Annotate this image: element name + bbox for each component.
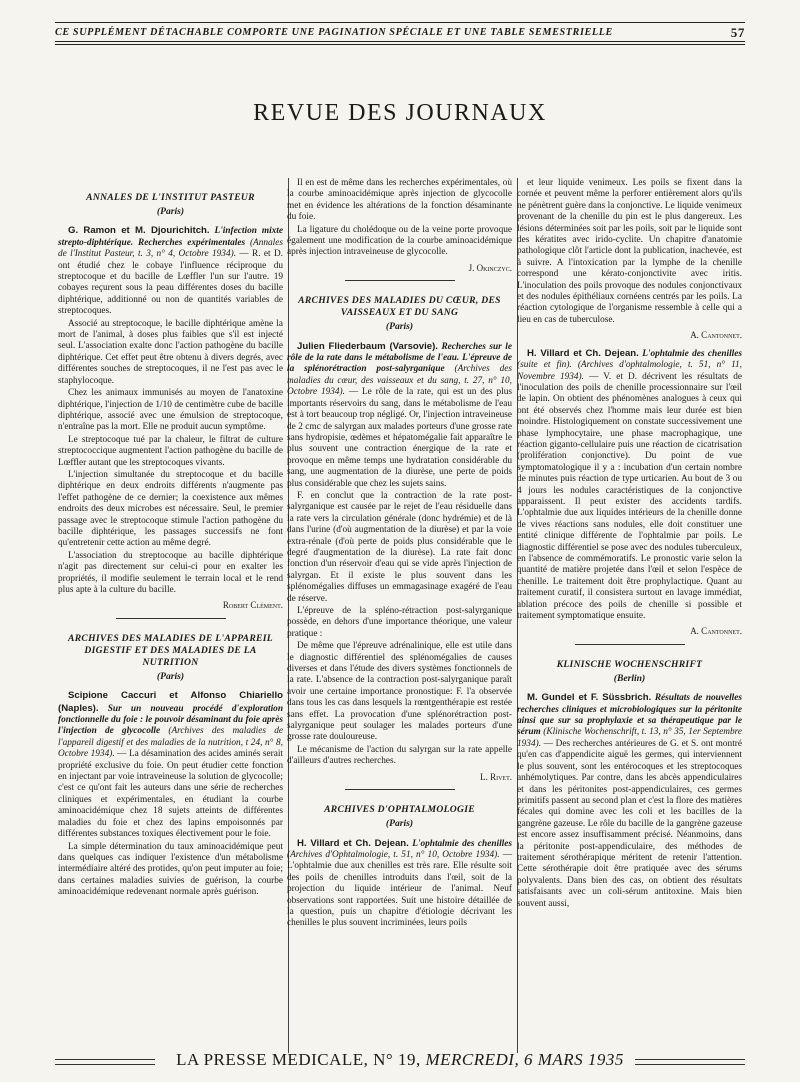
banner-text: CE SUPPLÉMENT DÉTACHABLE COMPORTE UNE PAGINATION SPÉCIALE ET UNE TABLE SEMESTRIELLE xyxy=(55,27,613,38)
article-text: — Des recherches antérieures de G. et S. ont montré qu'en cas d'appendicite aiguë les germes, qui interviennent le plus souvent, sont les entérocoques et les streptocoques anhémolytiques. Par contre, dans les abcès appendiculaires et dans les péritonites post-appendiculaires, ces germes primitifs passent au second plan et c'est la flore des matières fécales qui domine avec les coli et les bacilles de la gangrène gazeuse. Le rôle du bacille de la gangrène gazeuse est encore assez insuffisamment précisé. Néanmoins, dans la péritonite post-appendiculaire, des méthodes de traitement sérothérapique méritent de retenir l'attention. Cette sérothérapie doit être pratiquée avec des sérums polyvalents. Dans bien des cas, on obtient des résultats satisfaisants avec un coli-sérum antitoxine. Mais bien souvent aussi, xyxy=(517,738,743,909)
column-2 xyxy=(287,178,512,931)
paragraph: Le streptocoque tué par la chaleur, le filtrat de culture streptococcique augmentent l'action pathogène du bacille de Lœffler autant que les streptocoques vivants. xyxy=(58,434,283,468)
signature: A. Cantonnet. xyxy=(690,626,742,637)
article-title: L'infection mixte strepto-diphtérique. Recherches expérimentales xyxy=(58,226,284,248)
paragraph: et leur liquide venimeux. Les poils se fixent dans la cornée et peuvent même la perforer entièrement alors qu'ils ne pénètrent guère dans la conjonctive. Le liquide venimeux provenant de la chenille du pin est le plus dangereux. Les lésions déterminées soit par les poils, soit par le liquide sont des kératites avec irido-cyclite. Un chapitre d'anatomie pathologique clôt l'article dont la publication, inachevée, est à suivre. A l'intoxication par la lymphe de la chenille correspond une kérato-conjonctivite avec iritis. L'inoculation des poils provoque des nodules conjonctivaux et des nodules épithéliaux cornéens centrés par les poils. La réaction cytologique de l'organisme ressemble à celle qui a lieu en cas de tuberculose. xyxy=(517,178,742,325)
footer-date: MERCREDI, 6 MARS 1935 xyxy=(425,1050,624,1069)
article-reference: (Annales de l'Institut Pasteur, t. 3, n° 4, Octobre 1934). xyxy=(58,237,283,260)
article-title: Sur un nouveau procédé d'exploration fonctionnelle du foie : le pouvoir désaminant du foie après l'injection de glycocolle xyxy=(58,703,283,737)
section-city: (Paris) xyxy=(156,670,185,682)
column-3 xyxy=(517,178,742,911)
article-title: L'ophtalmie des chenilles xyxy=(412,838,512,849)
section-heading: ARCHIVES D'OPHTALMOLOGIE xyxy=(324,804,475,816)
divider xyxy=(345,789,455,790)
section-city: (Paris) xyxy=(156,206,185,217)
article-entry xyxy=(287,838,512,930)
section-city: (Paris) xyxy=(385,818,414,830)
page-title: REVUE DES JOURNAUX xyxy=(253,100,547,126)
article-authors: Julien Fliederbaum (Varsovie). xyxy=(297,340,438,352)
article-reference: (Archives des maladies de l'appareil digestif et des maladies de la nutrition, t 24, n° 8, Octobre 1934). xyxy=(58,726,283,760)
footer-rule-right xyxy=(635,1059,745,1065)
section-heading: ARCHIVES DES MALADIES DU CŒUR, DES VAISSEAUX ET DU SANG xyxy=(298,295,501,319)
page-number: 57 xyxy=(730,25,745,40)
article-title: L'ophtalmie des chenilles xyxy=(642,348,742,359)
article-text: — La désamination des acides aminés serait propriété exclusive du foie. On peut étudier cette fonction en injectant par voie intraveineuse la solution de glycocolle; c'est ce qu'ont fait les auteurs dans une série de recherches cliniques et expérimentales, en étudiant la courbe aminoacidémique chez 18 sujets atteints de différentes maladies du foie et chez des lapins empoisonnés par différentes substances toxiques électivement pour le foie. xyxy=(58,749,283,840)
article-reference: (suite et fin). (Archives d'ophtalmologie, t. 51, n° 11, Novembre 1934). xyxy=(517,360,742,382)
divider xyxy=(575,644,685,645)
signature: A. Cantonnet. xyxy=(690,330,742,341)
paragraph: L'association du streptocoque au bacille diphtérique n'agit pas directement sur celui-ci pour en exalter les propriétés, il modifie seulement le terrain local et le rend plus apte à la culture du bacille. xyxy=(58,550,283,595)
article-reference: (Archives d'Ophtalmologie, t. 51, n° 10, Octobre 1934). xyxy=(287,849,500,860)
article-authors: H. Villard et Ch. Dejean. xyxy=(527,347,639,359)
article-entry xyxy=(287,341,512,490)
column-1 xyxy=(58,178,283,900)
paragraph: L'épreuve de la spléno-rétraction post-salyrganique possède, en dehors d'une importance théorique, une valeur pratique : xyxy=(287,606,512,639)
section-heading: ANNALES DE L'INSTITUT PASTEUR xyxy=(86,192,255,203)
paragraph: F. en conclut que la contraction de la rate post-salyrganique est causée par le rejet de l'eau résiduelle dans la rate vers la circulation générale (donc hydrémie) et de là dans l'urine (d'où augmentation de la diurèse) et par la voie extra-rénale (d'où perte de poids plus considérable que le degré d'augmentation de la diurèse). La rate fait donc fonction d'un réservoir d'eau qui se vide après l'injection de salyrgan. Et il existe le plus souvent dans les splénomégalies diffuses un emmagasinage exagéré de l'eau de réserve. xyxy=(287,490,512,604)
paragraph: De même que l'épreuve adrénalinique, elle est utile dans le diagnostic différentiel des splénomégalies de causes diverses et dans l'étude des divers systèmes fonctionnels de la rate. L'absence de la contraction post-salyrganique paraît avoir une certaine importance pronostique: F. l'a observée dans tous les cas dans lesquels la rœntgenthérapie est restée sans effet. La provocation d'une splénorétraction post-salyrganique peut soulager les malades porteurs d'une grosse rate douloureuse. xyxy=(287,641,512,743)
footer-rule-left xyxy=(55,1059,155,1065)
section-city: (Berlin) xyxy=(613,672,646,684)
article-text: — V. et D. décrivent les résultats de l'inoculation des poils de chenille processionnaire sur l'œil de lapin. On obtient des phénomènes analogues à ceux qui ont été observés chez l'homme mais leur durée est bien moindre. Histologiquement on constate successivement une phase lymphocytaire, une phase macrophagique, une réaction giganto-cellulaire puis une réaction de cicatrisation (prolifération conjonctive). Du point de vue symptomatologique il y a : incubation d'un certain nombre de minutes puis réaction de type urticarien. Au bout de 3 ou 4 jours les nodules caractéristiques de la conjonctive apparaissent. Il peut exister des accidents tardifs. L'ophtalmie due aux liquides intérieurs de la chenille donne de vives réactions sans nodules, elle doit constituer une entité clinique différente de l'ophtalmie par poils. Le diagnostic différentiel se pose avec des nodules tuberculeux, en l'absence de commémoratifs. Le pronostic varie selon la quantité de matière projetée dans l'œil et selon l'espèce de chenille. Le traitement doit être prophylactique. Quant au traitement curatif, il consistera surtout en lavage immédiat, ablation précoce des poils de chenille si possible et traitement symptomatique ensuite. xyxy=(517,371,743,622)
paragraph: Il en est de même dans les recherches expérimentales, où la courbe aminoacidémique après injection de glycocolle met en évidence les altérations de la fonction désaminante du foie. xyxy=(287,178,512,223)
paragraph: Chez les animaux immunisés au moyen de l'anatoxine diphtérique, l'injection de 1/10 de centimètre cube de bacille diphtérique, associé avec une émulsion de streptocoque, n'entraîne pas la mort. Elle ne produit aucun symptôme. xyxy=(58,388,283,433)
article-text: — R. et D. ont étudié chez le cobaye l'influence réciproque du streptocoque et du bacille de Lœffler l'un sur l'autre. 19 cobayes reçurent sous la peau différentes doses du bacille diphtérique, additionné ou non de quantités variables de streptocoques. xyxy=(58,249,283,317)
article-authors: Scipione Caccuri et Alfonso Chiariello (Naples). xyxy=(58,690,283,714)
article-reference: (Klinische Wochenschrift, t. 13, n° 35, 1er Septembre 1934). xyxy=(517,727,742,749)
paragraph: La simple détermination du taux aminoacidémique peut dans quelques cas indiquer l'existence d'un métabolisme intermédiaire altéré des protides, qu'on peut imputer au foie; dans certaines maladies suivies de guérison, la courbe aminoacidémique redevenant normale après guérison. xyxy=(58,841,283,898)
article-entry xyxy=(58,225,283,317)
article-title: Résultats de nouvelles recherches cliniques et microbiologiques sur la péritonite ainsi que sur sa prophylaxie et sa thérapeutique par le sérum xyxy=(517,693,742,738)
section-heading: ARCHIVES DES MALADIES DE L'APPAREIL DIGESTIF ET DES MALADIES DE LA NUTRITION xyxy=(68,632,273,668)
footer-text xyxy=(168,1050,632,1070)
article-authors: H. Villard et Ch. Dejean. xyxy=(297,837,409,849)
page-footer xyxy=(55,1050,745,1070)
section-heading: KLINISCHE WOCHENSCHRIFT xyxy=(556,658,703,670)
article-entry xyxy=(517,692,742,910)
signature: J. Okinczyc. xyxy=(468,262,512,273)
article-entry xyxy=(517,348,742,623)
article-entry xyxy=(58,690,283,840)
section-city: (Paris) xyxy=(385,321,414,333)
paragraph: Le mécanisme de l'action du salyrgan sur la rate appelle d'ailleurs d'autres recherches. xyxy=(287,744,512,767)
divider xyxy=(345,280,455,281)
footer-journal: LA PRESSE MEDICALE, N° 19, xyxy=(176,1050,421,1069)
paragraph: Associé au streptocoque, le bacille diphtérique amène la mort de l'animal, à doses plus faibles que s'il est injecté seul. L'association exalte donc l'action pathogène du bacille diphtérique. Cet effet peut être obtenu à divers degrés, avec différentes souches de streptocoques, il ne l'est pas avec le staphylocoque. xyxy=(58,318,283,386)
article-text: — Le rôle de la rate, qui est un des plus importants réservoirs du sang, dans le métabolisme de l'eau est à tort beaucoup trop négligé. Or, l'injection intraveineuse de 2 cmc de salyrgan aux malades porteurs d'une grosse rate sans hydropisie, œdèmes et hépatomégalie fait apparaître le plus souvent une contraction énergique de la rate et provoque en même temps une hydratation considérable du sang, une augmentation de la diurèse, une perte de poids plus considérable que chez les sujets sains. xyxy=(287,387,512,489)
article-authors: M. Gundel et F. Süssbrich. xyxy=(527,692,652,704)
paragraph: L'injection simultanée du streptocoque et du bacille diphtérique en deux endroits différents n'augmente pas l'effet pathogène de ce dernier; la coexistence aux mêmes endroits des deux microbes est nécessaire. Seul, le premier passage avec le streptocoque stimule l'action pathogène du bacille diphtérique, les passages successifs ne font qu'entretenir cette action au même degré. xyxy=(58,469,283,549)
top-banner xyxy=(55,22,745,42)
signature: L. Rivet. xyxy=(480,771,512,782)
article-text: — L'ophtalmie due aux chenilles est très rare. Elle résulte soit des poils de chenilles introduits dans l'œil, soit de la projection du liquide intérieur de l'animal. Neuf observations sont rapportées. Suit une histoire détaillée de la question, puis un chapitre d'étiologie décrivant les chenilles le plus souvent incriminées, leurs poils xyxy=(287,849,513,929)
divider xyxy=(116,618,226,619)
article-authors: G. Ramon et M. Djourichitch. xyxy=(68,225,210,237)
paragraph: La ligature du cholédoque ou de la veine porte provoque également une modification de la courbe aminoacidémique après injection intraveineuse de glycocolle. xyxy=(287,224,512,258)
signature: Robert Clément. xyxy=(222,600,283,611)
article-title: Recherches sur le rôle de la rate dans le métabolisme de l'eau. L'épreuve de la splénorétraction post-salyrganique xyxy=(287,341,512,375)
article-reference: (Archives des maladies du cœur, des vaisseaux et du sang, t. 27, n° 10, Octobre 1934). xyxy=(287,364,513,398)
